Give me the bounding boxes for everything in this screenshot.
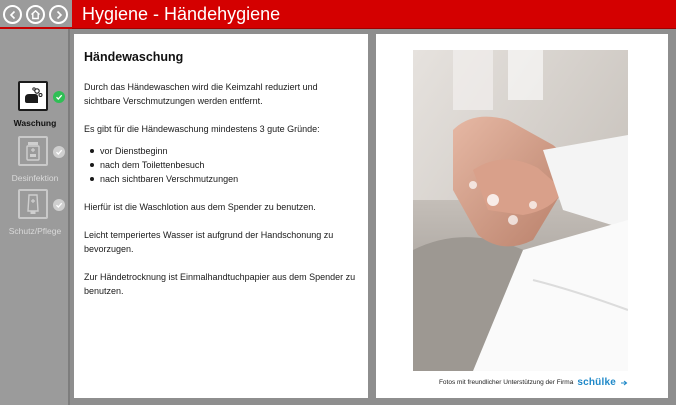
sidebar-item-waschung[interactable] (0, 81, 70, 131)
content-image-panel (376, 34, 668, 398)
completed-check-icon (53, 91, 65, 103)
sidebar-item-desinfektion[interactable] (0, 136, 70, 186)
page-title: Hygiene - Händehygiene (72, 0, 676, 29)
cream-tube-icon (18, 189, 48, 219)
chevron-right-icon (54, 10, 64, 20)
water-paragraph: Leicht temperiertes Wasser ist aufgrund der Handschonung zu bevorzugen. (84, 230, 334, 254)
reasons-intro: Es gibt für die Händewaschung mindestens 3 gute Gründe: (84, 124, 320, 134)
back-button[interactable] (3, 5, 22, 24)
pending-check-icon (53, 146, 65, 158)
sidebar-item-label: Schutz/Pflege (8, 226, 62, 236)
list-item: vor Dienstbeginn (90, 144, 356, 158)
nav-button-group (0, 0, 72, 29)
chevron-left-icon (8, 10, 18, 20)
caption-text: Fotos mit freundlicher Unterstützung der Firma (438, 379, 574, 386)
reasons-list (90, 144, 356, 186)
lotion-paragraph: Hierfür ist die Waschlotion aus dem Spender zu benutzen. (84, 202, 316, 212)
sidebar-item-label: Desinfektion (11, 173, 59, 183)
home-icon (30, 9, 41, 20)
list-item: nach dem Toilettenbesuch (90, 158, 356, 172)
intro-paragraph: Durch das Händewaschen wird die Keimzahl reduziert und sichtbare Verschmutzungen werden entfernt. (84, 82, 318, 106)
disinfectant-dispenser-icon (18, 136, 48, 166)
pending-check-icon (53, 199, 65, 211)
sidebar (0, 29, 70, 405)
list-item: nach sichtbaren Verschmutzungen (90, 172, 356, 186)
brand-logo: schülke (577, 377, 616, 388)
section-heading: Händewaschung (84, 50, 184, 64)
photo-caption (413, 377, 628, 388)
soap-hands-icon (18, 81, 48, 111)
drying-paragraph: Zur Händetrocknung ist Einmalhandtuchpapier aus dem Spender zu benutzen. (84, 272, 356, 296)
home-button[interactable] (26, 5, 45, 24)
sidebar-item-schutz-pflege[interactable] (0, 189, 70, 239)
sidebar-item-label: Waschung (13, 118, 57, 128)
handwashing-photo (413, 50, 628, 371)
content-text-panel (74, 34, 368, 398)
arrow-right-icon (620, 379, 628, 387)
forward-button[interactable] (49, 5, 68, 24)
